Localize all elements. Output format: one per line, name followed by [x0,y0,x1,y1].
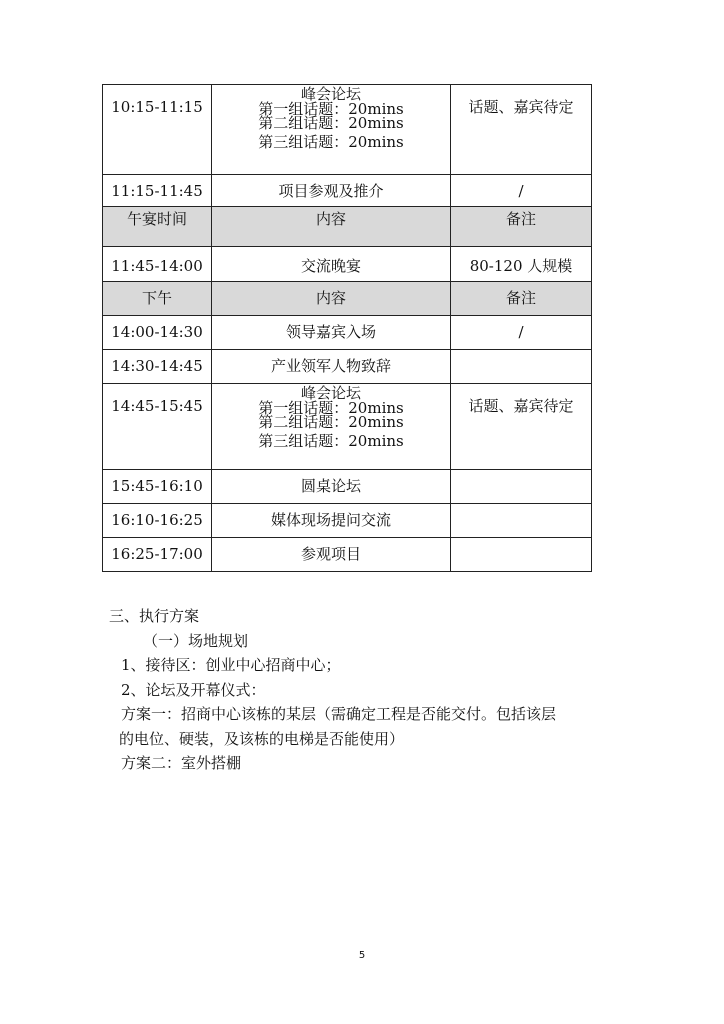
table-row: 11:15-11:45 项目参观及推介 / [103,175,592,207]
section-heading: 三、执行方案 [109,607,200,625]
plan-option-continued: 的电位、硬装，及该栋的电梯是否能使用） [119,729,405,748]
plan-item: 1、接待区：创业中心招商中心； [121,656,341,674]
table-row: 11:45-14:00 交流晚宴 80-120 人规模 [103,247,592,282]
plan-option: 方案一：招商中心该栋的某层（需确定工程是否能交付。包括该层 [121,705,557,723]
schedule-table [102,84,592,572]
note-cell: 话题、嘉宾待定 [451,85,592,175]
table-row: 14:45-15:45 峰会论坛 第一组话题：20mins 第二组话题：20mins 第三组话题：20mins 话题、嘉宾待定 [103,384,592,470]
table-row: 14:00-14:30 领导嘉宾入场 / [103,316,592,350]
section-header-row: 下午 内容 备注 [103,282,592,316]
time-cell: 10:15-11:15 [103,85,212,175]
table-row: 14:30-14:45 产业领军人物致辞 [103,350,592,384]
page-number: 5 [358,950,366,961]
table-row: 16:25-17:00 参观项目 [103,538,592,572]
section-header-row: 午宴时间 内容 备注 [103,207,592,247]
content-cell: 峰会论坛 第一组话题：20mins 第二组话题：20mins 第三组话题：20mins [212,85,451,175]
execution-plan [109,604,641,776]
subsection-heading: （一）场地规划 [143,631,249,650]
table-row [103,85,592,175]
table-row: 16:10-16:25 媒体现场提问交流 [103,504,592,538]
plan-option: 方案二：室外搭棚 [121,754,242,772]
table-row: 15:45-16:10 圆桌论坛 [103,470,592,504]
plan-item: 2、论坛及开幕仪式： [121,680,266,699]
